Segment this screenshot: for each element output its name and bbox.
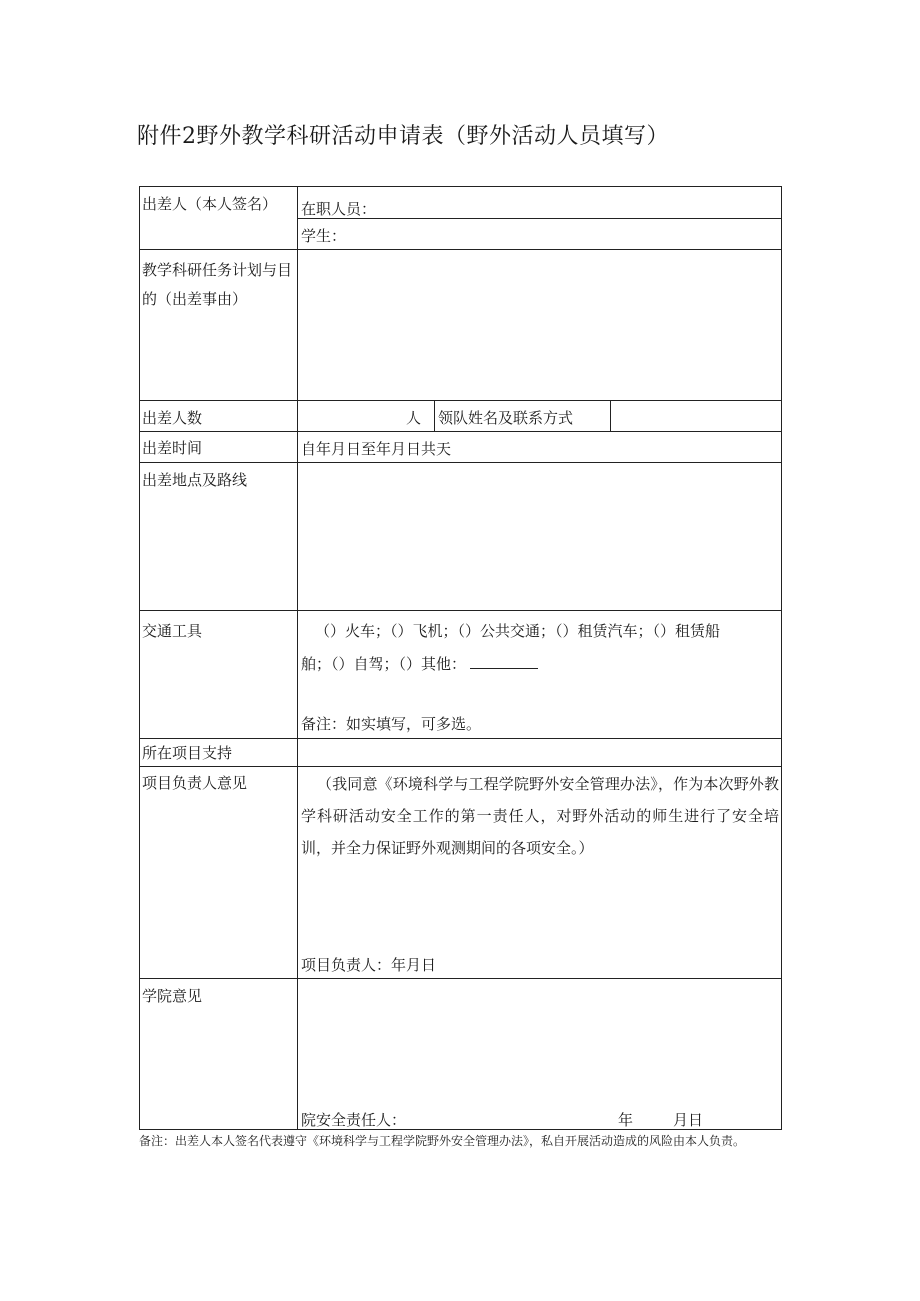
leader-contact-divider [610,400,611,431]
form-title: 附件2野外教学科研活动申请表（野外活动人员填写） [137,124,669,149]
place-input-area[interactable] [299,464,781,609]
row-divider [139,462,782,463]
leader-opinion-label: 项目负责人意见 [142,774,248,792]
staff-signature-field[interactable]: 在职人员： [301,200,377,218]
transport-note: 备注：如实填写，可多选。 [301,715,482,733]
other-transport-blank[interactable] [470,653,538,669]
college-safety-signature[interactable]: 院安全责任人： [301,1111,407,1129]
count-unit: 人 [406,409,422,427]
row-divider [139,738,782,739]
college-opinion-label: 学院意见 [142,987,203,1005]
college-sign-year[interactable]: 年 [618,1111,634,1129]
time-label: 出差时间 [142,439,203,457]
transport-options-line2 [301,653,538,674]
transport-options-line1[interactable]: （）火车；（）飞机；（）公共交通；（）租赁汽车；（）租赁船 [315,622,721,640]
transport-options-line2-text[interactable]: 舶；（）自驾；（）其他： [301,655,467,673]
leader-signature-line[interactable]: 项目负责人：年月日 [301,956,437,974]
leader-opinion-statement: （我同意《环境科学与工程学院野外安全管理办法》，作为本次野外教学科研活动安全工作的第一责任人，对野外活动的师生进行了安全培训，并全力保证野外观测期间的各项安全。） [301,775,779,857]
count-label: 出差人数 [142,409,203,427]
row-divider [139,400,782,401]
traveler-label: 出差人（本人签名） [142,195,278,213]
time-value[interactable]: 自年月日至年月日共天 [301,440,452,458]
row-divider [139,610,782,611]
college-sign-monthday[interactable]: 月日 [673,1111,704,1129]
row-divider [139,766,782,767]
footnote: 备注：出差人本人签名代表遵守《环境科学与工程学院野外安全管理办法》，私自开展活动造成的风险由本人负责。 [139,1134,746,1148]
task-label-line1: 教学科研任务计划与目 [142,261,293,279]
leader-contact-label: 领队姓名及联系方式 [438,409,574,427]
label-column-divider [297,186,298,1130]
count-column-divider [434,400,435,431]
row-divider [139,978,782,979]
transport-label: 交通工具 [142,622,203,640]
row-divider [139,249,782,250]
project-input[interactable] [299,740,781,765]
task-label-line2: 的（出差事由） [142,290,248,308]
row-divider [139,431,782,432]
leader-contact-input[interactable] [612,402,781,430]
student-signature-field[interactable]: 学生： [301,227,347,245]
task-input-area[interactable] [299,251,781,399]
project-label: 所在项目支持 [142,744,233,762]
place-label: 出差地点及路线 [142,471,248,489]
